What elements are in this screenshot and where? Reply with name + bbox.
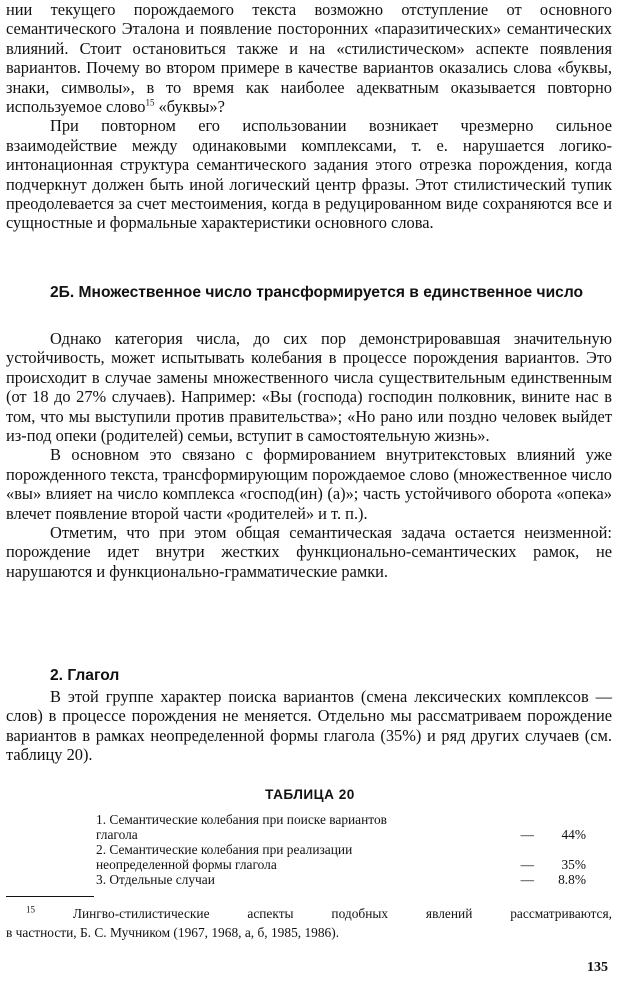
- footnote-ref: 15: [145, 97, 155, 108]
- table-row-value: 35%: [561, 856, 586, 872]
- table-row-dash: —: [520, 856, 534, 872]
- footnote-mark: 15: [26, 904, 35, 915]
- text-block-1: [6, 0, 612, 233]
- table-row-label: 1. Семантические колебания при поиске вариантов глагола: [96, 812, 387, 842]
- footnote: [6, 904, 612, 942]
- table-row: [96, 813, 586, 842]
- table-row-value: 8.8%: [558, 872, 586, 887]
- table-row-value: 44%: [561, 826, 586, 842]
- table-row-label: 3. Отдельные случаи: [96, 872, 215, 887]
- table-row-dash: —: [520, 826, 534, 842]
- paragraph: Однако категория числа, до сих пор демонстрировавшая значительную устойчивость, может испытывать колебания в процессе порождения вариантов. Это происходит в случае замены множественного числа существительным единственным (от 18 до 27% случаев). Например: «Вы (господа) господин полковник, вините нас в том, что мы выступили против правительства»; «Но рано или поздно человек выйдет из-под опеки (родителей) семьи, вступит в самостоятельную жизнь».: [6, 329, 612, 446]
- table-row-dash: —: [520, 872, 534, 887]
- text-block-2: [6, 329, 612, 581]
- section-heading-2b: 2Б. Множественное число трансформируется в единственное число: [50, 284, 584, 301]
- text-block-3: [6, 687, 612, 765]
- footnote-line: $^{15}$ Лингво-стилистические аспекты подобных явлений рассматриваются,: [26, 904, 612, 921]
- section-heading-2: 2. Глагол: [50, 667, 120, 684]
- table-row-label: 2. Семантические колебания при реализации неопределенной формы глагола: [96, 842, 353, 872]
- paragraph: В этой группе характер поиска вариантов (смена лексических комплексов — слов) в процессе порождения не меняется. Отдельно мы рассматриваем порождение вариантов в рамках неопределенной формы глагола (35%) и ряд других случаев (см. таблицу 20).: [6, 687, 612, 765]
- paragraph: нии текущего порождаемого текста возможно отступление от основного семантического Эталона и появление посторонних «паразитических» семантических влияний. Стоит остановиться также и на «стилистическом» аспекте появления вариантов. Почему во втором примере в качестве вариантов оказались слова «буквы, знаки, символы», в то время как наиболее адекватным оказывается повторно используемое слово$^{15}$ «буквы»?: [6, 0, 612, 117]
- table-row: [96, 843, 586, 872]
- paragraph: В основном это связано с формированием внутритекстовых влияний уже порожденного текста, трансформирующим порождаемое слово (множественное число «вы» влияет на число комплекса «господ(ин) (а)»; часть устойчивого оборота «опека» влечет появление второй части «родителей» и т. п.).: [6, 445, 612, 523]
- page-number: 135: [587, 960, 608, 975]
- table-title: ТАБЛИЦА 20: [265, 787, 355, 802]
- table-row: [96, 873, 586, 888]
- paragraph: Отметим, что при этом общая семантическая задача остается неизменной: порождение идет внутри жестких функционально-семантических рамок, не нарушаются и функционально-грамматические рамки.: [6, 523, 612, 581]
- paragraph: При повторном его использовании возникает чрезмерно сильное взаимодействие между одинаковыми комплексами, т. е. нарушается логико-интонационная структура семантического задания этого отрезка порождения, когда подчеркнут должен быть иной логический центр фразы. Этот стилистический тупик преодолевается за счет местоимения, когда в редуцированном виде сохраняются все и сущностные и формальные характеристики основного слова.: [6, 116, 612, 233]
- footnote-divider: [6, 896, 94, 897]
- footnote-line: в частности, Б. С. Мучником (1967, 1968, а, б, 1985, 1986).: [6, 925, 340, 940]
